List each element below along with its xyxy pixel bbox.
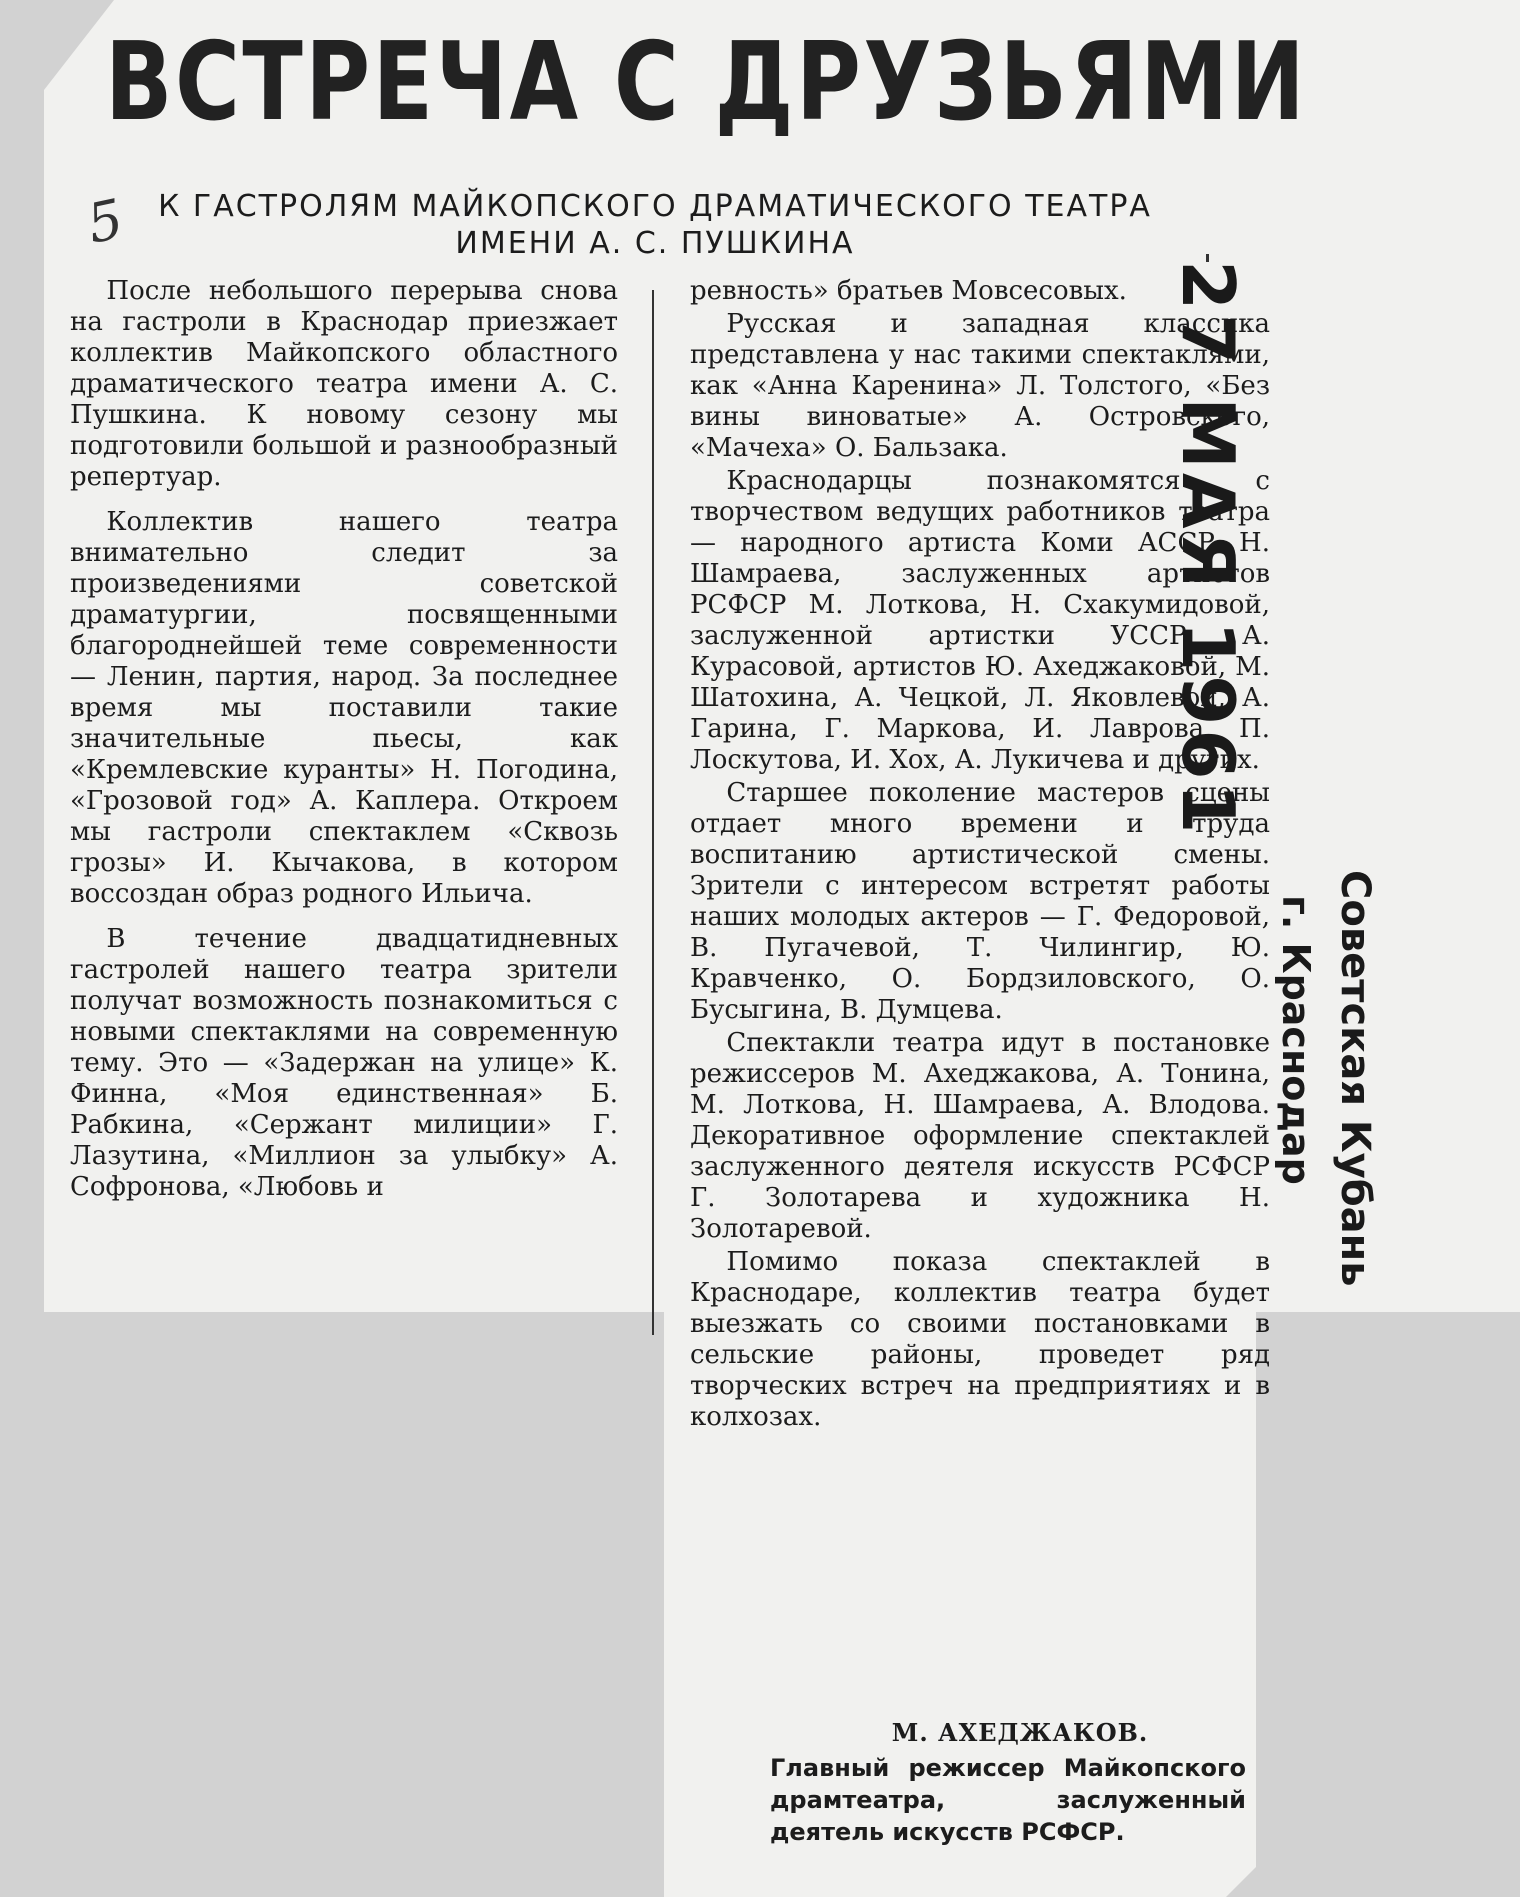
headline: ВСТРЕЧА С ДРУЗЬЯМИ	[105, 20, 1308, 145]
subhead-line-1: К ГАСТРОЛЯМ МАЙКОПСКОГО ДРАМАТИЧЕСКОГО ТЕАТРА	[158, 189, 1152, 224]
paragraph: ревность» братьев Мовсесовых.	[690, 276, 1127, 306]
newspaper-stamp: Советская Кубань	[1332, 870, 1378, 1287]
paragraph: Русская и западная классика представлена у нас такими спектаклями, как «Анна Каренина» Л. Толстого, «Без вины виноватые» А. Островского, «Мачеха» О. Бальзака.	[690, 309, 1270, 463]
date-stamp: 27 МАЯ 1961	[1166, 260, 1250, 838]
paragraph: Помимо показа спектаклей в Краснодаре, коллектив театра будет выезжать со своими постановками в сельские районы, проведет ряд творческих встреч на предприятиях и в колхозах.	[690, 1247, 1270, 1432]
paragraph: В течение двадцатидневных гастролей нашего театра зрители получат возможность познакомиться с новыми спектаклями на современную тему. Это — «Задержан на улице» К. Финна, «Моя единственная» Б. Рабкина, «Сержант милиции» Г. Лазутина, «Миллион за улыбку» А. Софронова, «Любовь и	[70, 924, 618, 1202]
paragraph: Спектакли театра идут в постановке режиссеров М. Ахеджакова, А. Тонина, М. Лоткова, Н. Шамраева, А. Влодова. Декоративное оформление спектаклей заслуженного деятеля искусств РСФСР Г. Золотарева и художника Н. Золотаревой.	[690, 1028, 1270, 1244]
paragraph: Старшее поколение мастеров сцены отдает много времени и труда воспитанию артистической смены. Зрители с интересом встретят работы наших молодых актеров — Г. Федоровой, В. Пугачевой, Т. Чилингир, Ю. Кравченко, О. Бордзиловского, О. Бусыгина, В. Думцева.	[690, 778, 1270, 1025]
handwritten-page-number: 5	[81, 187, 129, 256]
author-role: Главный режиссер Майкопского драмтеатра, заслуженный деятель искусств РСФСР.	[770, 1754, 1246, 1846]
left-column	[70, 276, 618, 1203]
paragraph: Краснодарцы познакомятся с творчеством ведущих работников театра — народного артиста Коми АССР Н. Шамраева, заслуженных артистов РСФСР М. Лоткова, Н. Схакумидовой, заслуженной артистки УССР А. Курасовой, артистов Ю. Ахеджаковой, М. Шатохина, А. Чецкой, Л. Яковлевой, А. Гарина, Г. Маркова, И. Лаврова, П. Лоскутова, И. Хох, А. Лукичева и других.	[690, 466, 1270, 775]
paragraph: Коллектив нашего театра внимательно следит за произведениями советской драматургии, посвященными благороднейшей теме современности — Ленин, партия, народ. За последнее время мы поставили такие значительные пьесы, как «Кремлевские куранты» Н. Погодина, «Грозовой год» А. Каплера. Откроем мы гастроли спектаклем «Сквозь грозы» И. Кычакова, в котором воссоздан образ родного Ильича.	[70, 507, 618, 909]
column-divider	[652, 290, 654, 1335]
paragraph: После небольшого перерыва снова на гастроли в Краснодар приезжает коллектив Майкопского областного драматического театра имени А. С. Пушкина. К новому сезону мы подготовили большой и разнообразный репертуар.	[70, 276, 618, 492]
subheadline	[70, 188, 1240, 262]
city-stamp: г. Краснодар	[1274, 895, 1318, 1185]
author-name: М. АХЕДЖАКОВ.	[891, 1718, 1149, 1747]
background-scan	[1256, 1312, 1520, 1897]
subhead-line-2: ИМЕНИ А. С. ПУШКИНА	[455, 226, 855, 261]
